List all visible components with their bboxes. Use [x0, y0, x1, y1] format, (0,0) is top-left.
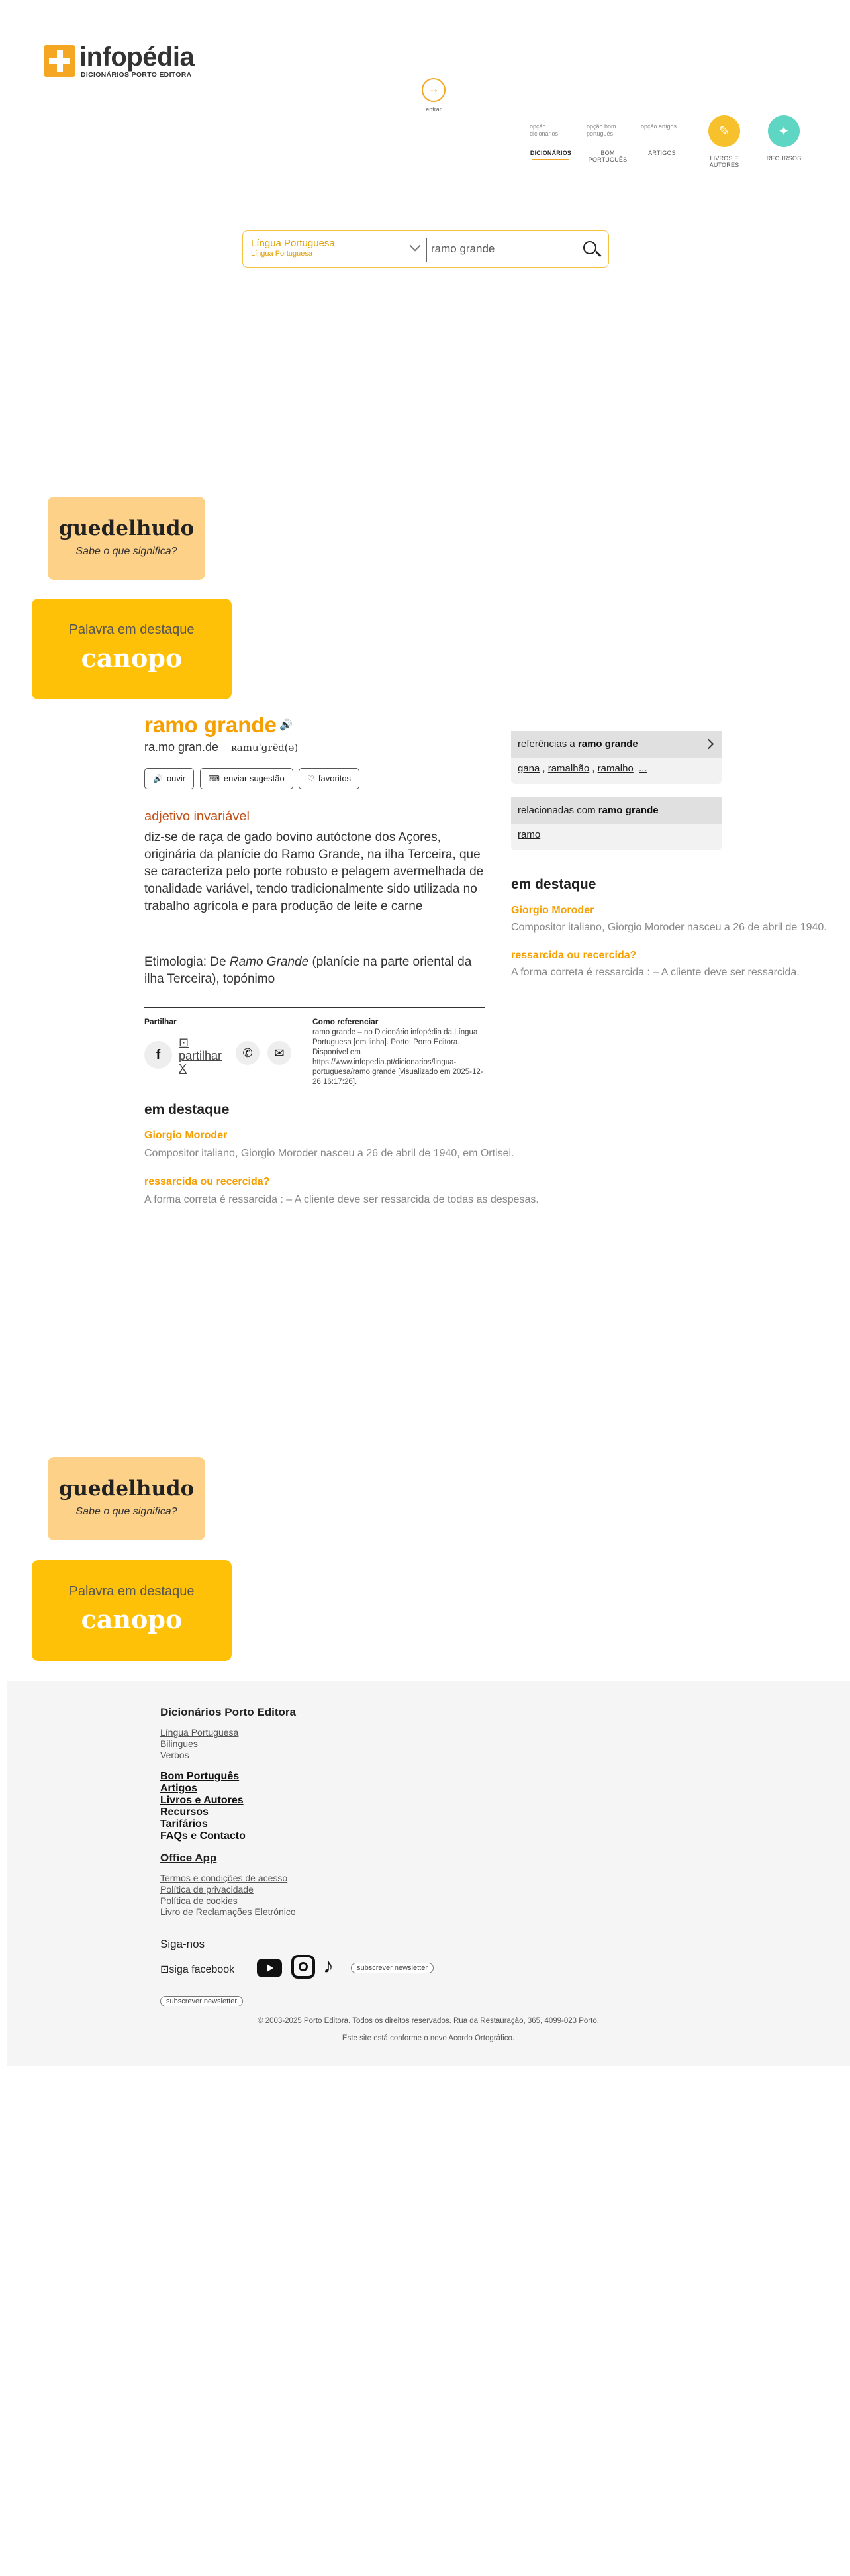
references-links: gana , ramalhão , ramalho ...: [518, 763, 647, 774]
footer-dictionary-links: [160, 1727, 238, 1761]
sidebar-featured-title[interactable]: Giorgio Moroder: [511, 905, 594, 916]
sidebar-featured-text: Compositor italiano, Giorgio Moroder nasceu a 26 de abril de 1940.: [511, 922, 827, 933]
books-icon: ✎: [708, 115, 740, 147]
search-icon: [583, 241, 596, 254]
pronunciation-speaker-icon[interactable]: 🔊: [279, 720, 293, 731]
nav-label: BOM PORTUGUÊS: [588, 150, 628, 163]
footer-link[interactable]: Política de privacidade: [160, 1884, 254, 1895]
footer-link[interactable]: FAQs e Contacto: [160, 1830, 246, 1842]
spelling-agreement-note: Este site está conforme o novo Acordo Ortográfico.: [342, 2034, 515, 2042]
instagram-icon[interactable]: [291, 1955, 315, 1979]
footer-link[interactable]: Livros e Autores: [160, 1795, 244, 1806]
etymology-origin: Ramo Grande: [229, 955, 309, 969]
resources-icon: ✦: [768, 115, 800, 147]
logo-plus-icon: [44, 45, 75, 77]
word-promo-card[interactable]: [48, 1457, 205, 1540]
featured-word-card[interactable]: [32, 599, 232, 699]
promo-word: guedelhudo: [58, 1477, 195, 1501]
promo-question: Sabe o que significa?: [75, 1506, 177, 1517]
logo-subtitle: DICIONÁRIOS PORTO EDITORA: [81, 71, 192, 79]
footer-link[interactable]: Recursos: [160, 1807, 209, 1818]
footer-link[interactable]: Política de cookies: [160, 1895, 238, 1906]
dictionary-select-value: Língua Portuguesa: [251, 238, 335, 249]
syllable-division: ra.mo gran.de: [144, 740, 219, 754]
youtube-icon[interactable]: [257, 1959, 282, 1977]
tiktok-icon[interactable]: ♪: [323, 1954, 334, 1977]
featured-word-card[interactable]: [32, 1560, 232, 1661]
featured-item-title[interactable]: ressarcida ou recercida?: [144, 1176, 270, 1187]
whatsapp-share-icon[interactable]: ✆: [236, 1041, 260, 1065]
dictionaries-image-icon: opção dicionários: [530, 123, 559, 137]
entry-phonetic: [144, 740, 298, 754]
dictionary-select-sub: Língua Portuguesa: [251, 250, 312, 258]
search-button[interactable]: [581, 239, 602, 260]
newsletter-button-secondary[interactable]: subscrever newsletter: [160, 1995, 243, 2006]
login-label: entrar: [426, 106, 442, 113]
nav-bom-portugues[interactable]: [583, 123, 633, 163]
cite-label: Como referenciar: [312, 1017, 379, 1026]
footer-brand: Dicionários Porto Editora: [160, 1706, 296, 1718]
footer-link[interactable]: Artigos: [160, 1783, 197, 1794]
search-separator: [426, 238, 427, 262]
part-of-speech: adjetivo invariável: [144, 809, 250, 824]
footer-link[interactable]: Tarifários: [160, 1818, 208, 1830]
footer-link[interactable]: Bilingues: [160, 1738, 198, 1749]
nav-livros-autores[interactable]: [698, 115, 751, 168]
etymology: Etimologia: De Ramo Grande (planície na parte oriental da ilha Terceira), topónimo: [144, 955, 472, 986]
footer-legal-links: [160, 1873, 296, 1918]
logo-name: infopédia: [79, 42, 195, 72]
footer-link[interactable]: Verbos: [160, 1750, 189, 1760]
featured-word: canopo: [81, 1605, 183, 1634]
cite-text: ramo grande – no Dicionário infopédia da Língua Portuguesa [em linha]. Porto: Porto Editora. Disponível em https://www.infopedia.pt/dicionarios/lingua-portuguesa/ramo grande [visualizado em 2025-12-26 16:17:26].: [312, 1028, 483, 1086]
related-header: relacionadas com ramo grande: [511, 797, 722, 824]
nav-label: ARTIGOS: [648, 150, 676, 156]
facebook-share-icon[interactable]: f: [144, 1041, 172, 1069]
nav-label: LIVROS E AUTORES: [709, 155, 739, 168]
footer-link[interactable]: Bom Português: [160, 1771, 240, 1782]
footer-link[interactable]: Língua Portuguesa: [160, 1727, 239, 1738]
featured-word-label: Palavra em destaque: [69, 622, 195, 637]
newsletter-button[interactable]: subscrever newsletter: [351, 1961, 434, 1973]
share-label: Partilhar: [144, 1017, 177, 1026]
footer-main-links: [160, 1771, 246, 1842]
speaker-icon: 🔊: [153, 774, 163, 783]
keyboard-icon: ⌨: [208, 774, 220, 783]
featured-word: canopo: [81, 643, 183, 673]
references-box: [511, 731, 722, 784]
word-promo-card[interactable]: [48, 497, 205, 580]
favorites-button[interactable]: ♡ favoritos: [299, 768, 359, 789]
artigos-image-icon: opção artigos: [641, 123, 677, 130]
x-share-link[interactable]: ⊡ partilhar X: [179, 1036, 222, 1075]
login-button[interactable]: [417, 78, 450, 113]
featured-heading: em destaque: [144, 1102, 230, 1117]
entry-title: ramo grande: [144, 713, 277, 737]
promo-question: Sabe o que significa?: [75, 546, 177, 557]
nav-dicionarios[interactable]: [526, 123, 576, 160]
nav-recursos[interactable]: [757, 115, 810, 162]
search-input[interactable]: [431, 239, 577, 259]
reference-link[interactable]: ramalhão: [547, 763, 590, 774]
featured-item-text: Compositor italiano, Giorgio Moroder nasceu a 26 de abril de 1940, em Ortisei.: [144, 1148, 514, 1159]
related-link[interactable]: ramo: [518, 829, 541, 840]
related-links: [511, 824, 722, 850]
share-divider: [144, 1007, 485, 1008]
sidebar-featured-heading: em destaque: [511, 877, 596, 892]
reference-more-link[interactable]: ...: [638, 763, 647, 774]
listen-button[interactable]: 🔊 ouvir: [144, 768, 194, 789]
follow-heading: Siga-nos: [160, 1938, 205, 1950]
sidebar-featured-title[interactable]: ressarcida ou recercida?: [511, 950, 637, 961]
reference-link[interactable]: ramalho: [597, 763, 634, 774]
featured-item-title[interactable]: Giorgio Moroder: [144, 1130, 228, 1141]
login-arrow-icon: →: [422, 78, 446, 102]
ipa-transcription: ʀamuˈgɾɐ̃d(ə): [231, 742, 299, 754]
bom-portugues-image-icon: opção bom português: [587, 123, 616, 137]
footer-link[interactable]: Livro de Reclamações Eletrónico: [160, 1907, 296, 1917]
featured-item-text: A forma correta é ressarcida : – A cliente deve ser ressarcida de todas as despesas.: [144, 1194, 539, 1205]
footer-link[interactable]: Termos e condições de acesso: [160, 1873, 288, 1883]
facebook-link[interactable]: ⊡siga facebook: [160, 1964, 235, 1975]
copyright: © 2003-2025 Porto Editora. Todos os direitos reservados. Rua da Restauração, 365, 4099-023 Porto.: [258, 2017, 599, 2025]
promo-word: guedelhudo: [58, 517, 195, 540]
chevron-right-icon[interactable]: [704, 739, 714, 750]
featured-word-label: Palavra em destaque: [69, 1584, 195, 1599]
footer: [7, 1681, 850, 2066]
nav-label: DICIONÁRIOS: [530, 150, 572, 156]
nav-active-underline: [532, 159, 569, 160]
nav-label: RECURSOS: [766, 155, 802, 162]
sidebar-featured-text: A forma correta é ressarcida : – A cliente deve ser ressarcida.: [511, 967, 800, 978]
email-share-icon[interactable]: ✉: [267, 1041, 291, 1065]
search-bar: [242, 230, 609, 268]
site-logo[interactable]: [44, 44, 203, 83]
heart-icon: ♡: [307, 774, 314, 783]
nav-artigos[interactable]: [637, 123, 687, 156]
references-header[interactable]: referências a ramo grande: [511, 731, 722, 758]
x-share-broken-image-icon: ⊡: [179, 1036, 189, 1049]
entry-actions: [144, 768, 362, 788]
related-box: [511, 797, 722, 850]
facebook-broken-image-icon: ⊡: [160, 1964, 169, 1975]
dictionary-select[interactable]: [251, 238, 423, 258]
footer-office-app[interactable]: Office App: [160, 1852, 217, 1864]
definition-text: diz-se de raça de gado bovino autóctone dos Açores, originária da planície do Ramo Grande, na ilha Terceira, que se caracteriza pelo porte robusto e pelagem avermelhada de tonalidade variável, tendo tradicionalmente sido utilizada no trabalho agrícola e para produção de leite e carne: [144, 830, 484, 913]
suggest-button[interactable]: ⌨ enviar sugestão: [200, 768, 293, 789]
reference-link[interactable]: gana: [518, 763, 540, 774]
